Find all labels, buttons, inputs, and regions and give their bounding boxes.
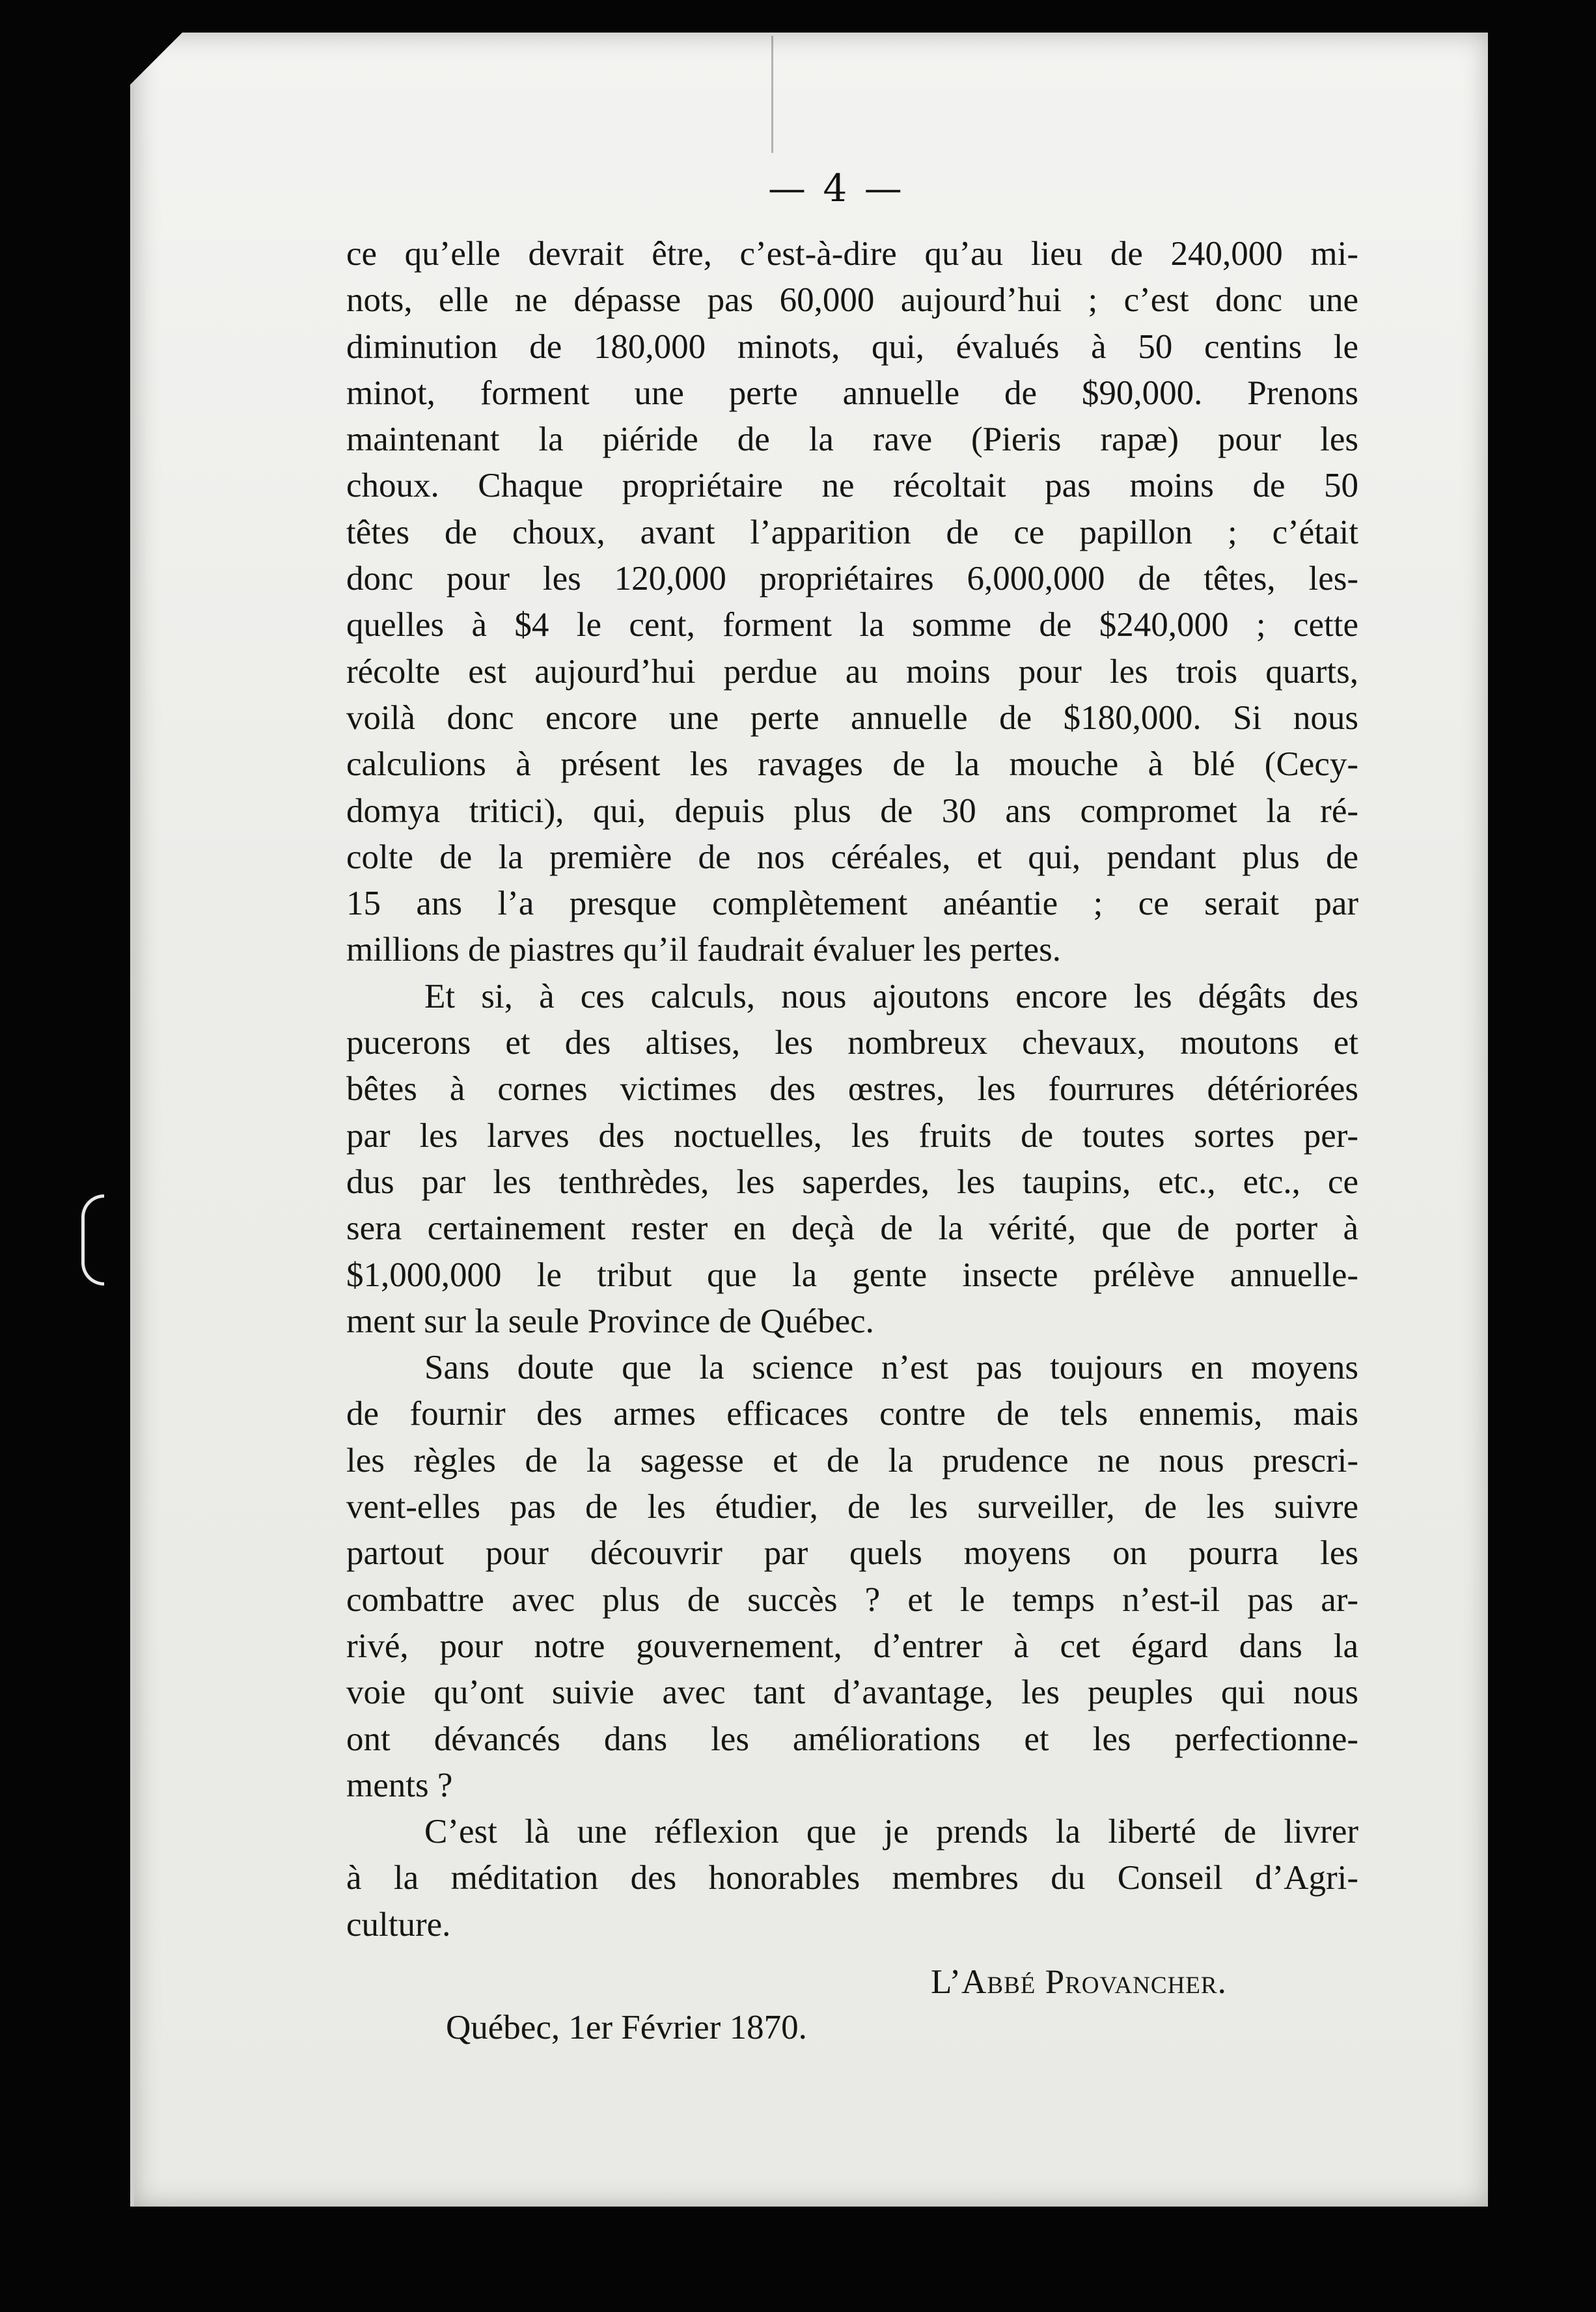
text-line: voilà donc encore une perte annuelle de $180,000. Si nous	[346, 698, 1358, 737]
text-line: diminution de 180,000 minots, qui, évalués à 50 centins le	[346, 327, 1358, 366]
text-line: culture.	[346, 1905, 451, 1944]
page-fold-crease	[771, 36, 773, 153]
text-line: récolte est aujourd’hui perdue au moins pour les trois quarts,	[346, 652, 1358, 691]
margin-edge-mark	[81, 1194, 104, 1286]
text-line: $1,000,000 le tribut que la gente insecte prélève annuelle-	[346, 1256, 1358, 1294]
text-line: maintenant la piéride de la rave (Pieris rapæ) pour les	[346, 420, 1358, 459]
text-line: ont dévancés dans les améliorations et les perfectionne-	[346, 1720, 1358, 1758]
text-line: bêtes à cornes victimes des œstres, les fourrures détériorées	[346, 1070, 1358, 1108]
text-line: ments ?	[346, 1766, 453, 1804]
paragraph	[346, 231, 1358, 974]
text-line: choux. Chaque propriétaire ne récoltait pas moins de 50	[346, 467, 1358, 505]
dateline: Québec, 1er Février 1870.	[446, 2009, 807, 2046]
page-corner-fold	[130, 33, 182, 85]
text-line: C’est là une réflexion que je prends la liberté de livrer	[424, 1813, 1358, 1851]
text-line: combattre avec plus de succès ? et le temps n’est-il pas ar-	[346, 1580, 1358, 1619]
text-line: pucerons et des altises, les nombreux chevaux, moutons et	[346, 1024, 1358, 1062]
page-number: — 4 —	[768, 166, 905, 210]
text-line: millions de piastres qu’il faudrait évaluer les pertes.	[346, 931, 1061, 969]
text-line: sera certainement rester en deçà de la vérité, que de porter à	[346, 1209, 1358, 1248]
author-signature: L’Abbé Provancher.	[931, 1963, 1227, 2001]
body-text	[346, 231, 1358, 1948]
text-line: rivé, pour notre gouvernement, d’entrer à cet égard dans la	[346, 1627, 1358, 1665]
text-line: de fournir des armes efficaces contre de tels ennemis, mais	[346, 1395, 1358, 1433]
paragraph	[346, 974, 1358, 1345]
text-line: Sans doute que la science n’est pas toujours en moyens	[424, 1349, 1358, 1387]
text-line: partout pour découvrir par quels moyens on pourra les	[346, 1534, 1358, 1573]
text-line: ce qu’elle devrait être, c’est-à-dire qu’au lieu de 240,000 mi-	[346, 235, 1358, 273]
text-line: minot, forment une perte annuelle de $90,000. Prenons	[346, 374, 1358, 412]
text-line: domya tritici), qui, depuis plus de 30 ans compromet la ré-	[346, 791, 1358, 830]
text-line: têtes de choux, avant l’apparition de ce papillon ; c’était	[346, 513, 1358, 551]
paragraph	[346, 1345, 1358, 1809]
text-line: ment sur la seule Province de Québec.	[346, 1302, 874, 1340]
text-line: 15 ans l’a presque complètement anéantie ; ce serait par	[346, 885, 1358, 923]
text-line: par les larves des noctuelles, les fruits de toutes sortes per-	[346, 1116, 1358, 1155]
text-line: calculions à présent les ravages de la mouche à blé (Cecy-	[346, 745, 1358, 784]
text-line: voie qu’ont suivie avec tant d’avantage, les peuples qui nous	[346, 1673, 1358, 1712]
text-line: quelles à $4 le cent, forment la somme de $240,000 ; cette	[346, 606, 1358, 644]
text-line: colte de la première de nos céréales, et qui, pendant plus de	[346, 838, 1358, 876]
text-line: vent-elles pas de les étudier, de les surveiller, de les suivre	[346, 1488, 1358, 1526]
text-line: Et si, à ces calculs, nous ajoutons encore les dégâts des	[424, 977, 1358, 1015]
paragraph	[346, 1809, 1358, 1948]
text-line: les règles de la sagesse et de la prudence ne nous prescri-	[346, 1441, 1358, 1479]
text-line: dus par les tenthrèdes, les saperdes, les taupins, etc., etc., ce	[346, 1163, 1358, 1201]
text-line: donc pour les 120,000 propriétaires 6,000,000 de têtes, les-	[346, 560, 1358, 598]
text-line: nots, elle ne dépasse pas 60,000 aujourd’hui ; c’est donc une	[346, 281, 1358, 320]
text-line: à la méditation des honorables membres du Conseil d’Agri-	[346, 1859, 1358, 1897]
